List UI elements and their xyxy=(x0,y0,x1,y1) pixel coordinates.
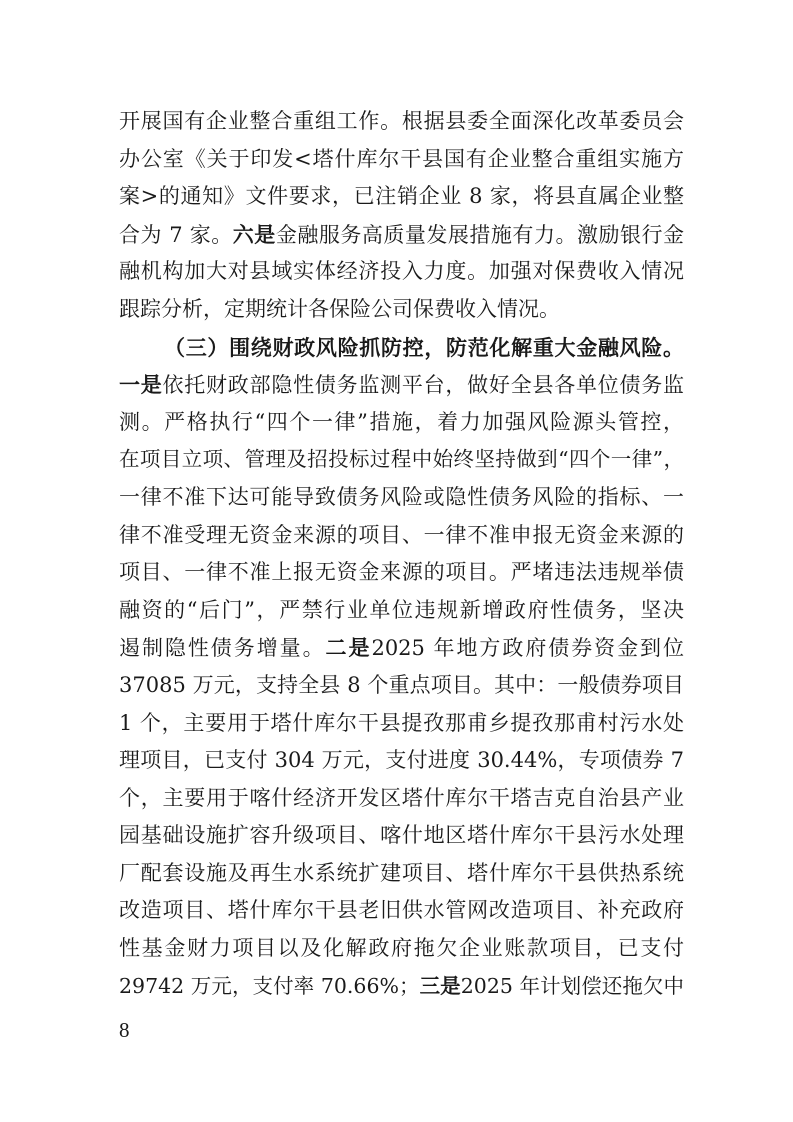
text-line: 29742 万元，支付率 70.66%；三是2025 年计划偿还拖欠中 xyxy=(119,973,685,998)
bold-lead: 六是 xyxy=(232,221,276,247)
text-line: 在项目立项、管理及招投标过程中始终坚持做到“四个一律”， xyxy=(119,447,684,472)
text-line: 办公室《关于印发<塔什库尔干县国有企业整合重组实施方 xyxy=(119,146,684,171)
text-line: 园基础设施扩容升级项目、喀什地区塔什库尔干县污水处理 xyxy=(119,823,684,848)
text-line: 厂配套设施及再生水系统扩建项目、塔什库尔干县供热系统 xyxy=(119,860,684,885)
text-line: 个，主要用于喀什经济开发区塔什库尔干塔吉克自治县产业 xyxy=(119,785,684,810)
text-line: 遏制隐性债务增量。二是2025 年地方政府债券资金到位 xyxy=(119,635,685,661)
text-line: 律不准受理无资金来源的项目、一律不准申报无资金来源的 xyxy=(119,522,684,547)
text-line: 1 个，主要用于塔什库尔干县提孜那甫乡提孜那甫村污水处 xyxy=(119,710,684,735)
text-line: 测。严格执行“四个一律”措施，着力加强风险源头管控， xyxy=(119,409,684,434)
text-line: 融资的“后门”，严禁行业单位违规新增政府性债务，坚决 xyxy=(119,597,684,622)
text-line: 37085 万元，支持全县 8 个重点项目。其中：一般债券项目 xyxy=(119,672,684,697)
text-line: 项目、一律不准上报无资金来源的项目。严堵违法违规举债 xyxy=(119,560,684,585)
bold-lead: 二是 xyxy=(325,635,372,661)
text-line: 一是依托财政部隐性债务监测平台，做好全县各单位债务监 xyxy=(119,372,685,398)
bold-lead: 三是 xyxy=(419,973,461,998)
text-line: 性基金财力项目以及化解政府拖欠企业账款项目，已支付 xyxy=(119,936,684,961)
page-number: 8 xyxy=(119,1018,130,1042)
section-heading: （三）围绕财政风险抓防控，防范化解重大金融风险。 xyxy=(164,334,684,360)
text-line: 案>的通知》文件要求，已注销企业 8 家，将县直属企业整 xyxy=(119,184,684,209)
text-line: 跟踪分析，定期统计各保险公司保费收入情况。 xyxy=(119,296,560,321)
text-line: 理项目，已支付 304 万元，支付进度 30.44%，专项债券 7 xyxy=(119,748,684,773)
text-line: 融机构加大对县域实体经济投入力度。加强对保费收入情况 xyxy=(119,259,684,284)
text-line: 一律不准下达可能导致债务风险或隐性债务风险的指标、一 xyxy=(119,484,684,509)
text-line: 合为 7 家。六是金融服务高质量发展措施有力。激励银行金 xyxy=(119,221,685,247)
bold-lead: 一是 xyxy=(119,372,163,398)
text-line: 开展国有企业整合重组工作。根据县委全面深化改革委员会 xyxy=(119,109,684,133)
document-body xyxy=(119,103,684,1005)
text-line: 改造项目、塔什库尔干县老旧供水管网改造项目、补充政府 xyxy=(119,898,684,923)
